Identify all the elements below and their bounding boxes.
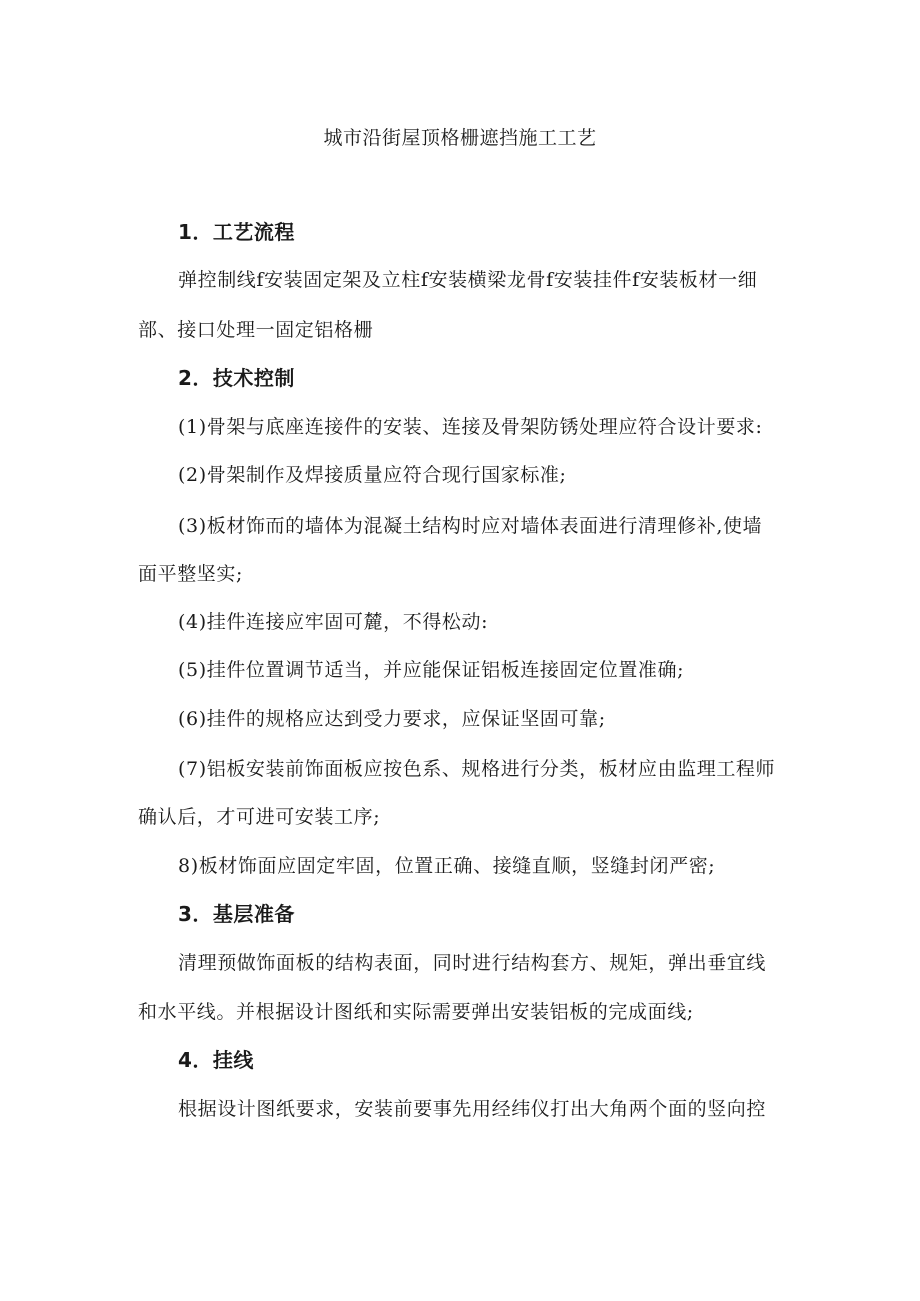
paragraph-line: 清理预做饰面板的结构表面，同时进行结构套方、规矩，弹出垂宜线 bbox=[178, 952, 767, 974]
section-heading-technical-control: 2．技术控制 bbox=[178, 366, 295, 390]
paragraph-line: 面平整坚实; bbox=[138, 563, 244, 585]
paragraph-line: (5)挂件位置调节适当，并应能保证铝板连接固定位置准确; bbox=[178, 659, 685, 681]
section-heading-hanging-line: 4．挂线 bbox=[178, 1048, 254, 1072]
paragraph-line: 确认后，才可进可安装工序; bbox=[138, 806, 381, 828]
paragraph-line: 根据设计图纸要求，安装前要事先用经纬仪打出大角两个面的竖向控 bbox=[178, 1098, 767, 1120]
paragraph-line: 和水平线。并根据设计图纸和实际需要弹出安装铝板的完成面线; bbox=[138, 1001, 694, 1023]
document-title: 城市沿街屋顶格栅遮挡施工工艺 bbox=[323, 127, 597, 149]
paragraph-line: (7)铝板安装前饰面板应按色系、规格进行分类，板材应由监理工程师 bbox=[178, 758, 776, 780]
paragraph-line: 8)板材饰面应固定牢固，位置正确、接缝直顺，竖缝封闭严密; bbox=[178, 855, 716, 877]
paragraph-line: (3)板材饰而的墙体为混凝土结构时应对墙体表面进行清理修补,使墙 bbox=[178, 515, 763, 537]
paragraph-line: 弹控制线f安装固定架及立柱f安装横梁龙骨f安装挂件f安装板材一细 bbox=[178, 269, 758, 291]
paragraph-line: (4)挂件连接应牢固可麓，不得松动: bbox=[178, 611, 489, 633]
paragraph-line: (2)骨架制作及焊接质量应符合现行国家标准; bbox=[178, 464, 567, 486]
paragraph-line: (1)骨架与底座连接件的安装、连接及骨架防锈处理应符合设计要求: bbox=[178, 416, 763, 438]
paragraph-line: (6)挂件的规格应达到受力要求，应保证坚固可靠; bbox=[178, 708, 606, 730]
section-heading-process: 1．工艺流程 bbox=[178, 220, 295, 244]
paragraph-line: 部、接口处理一固定铝格栅 bbox=[138, 319, 374, 341]
section-heading-base-preparation: 3．基层准备 bbox=[178, 902, 295, 926]
